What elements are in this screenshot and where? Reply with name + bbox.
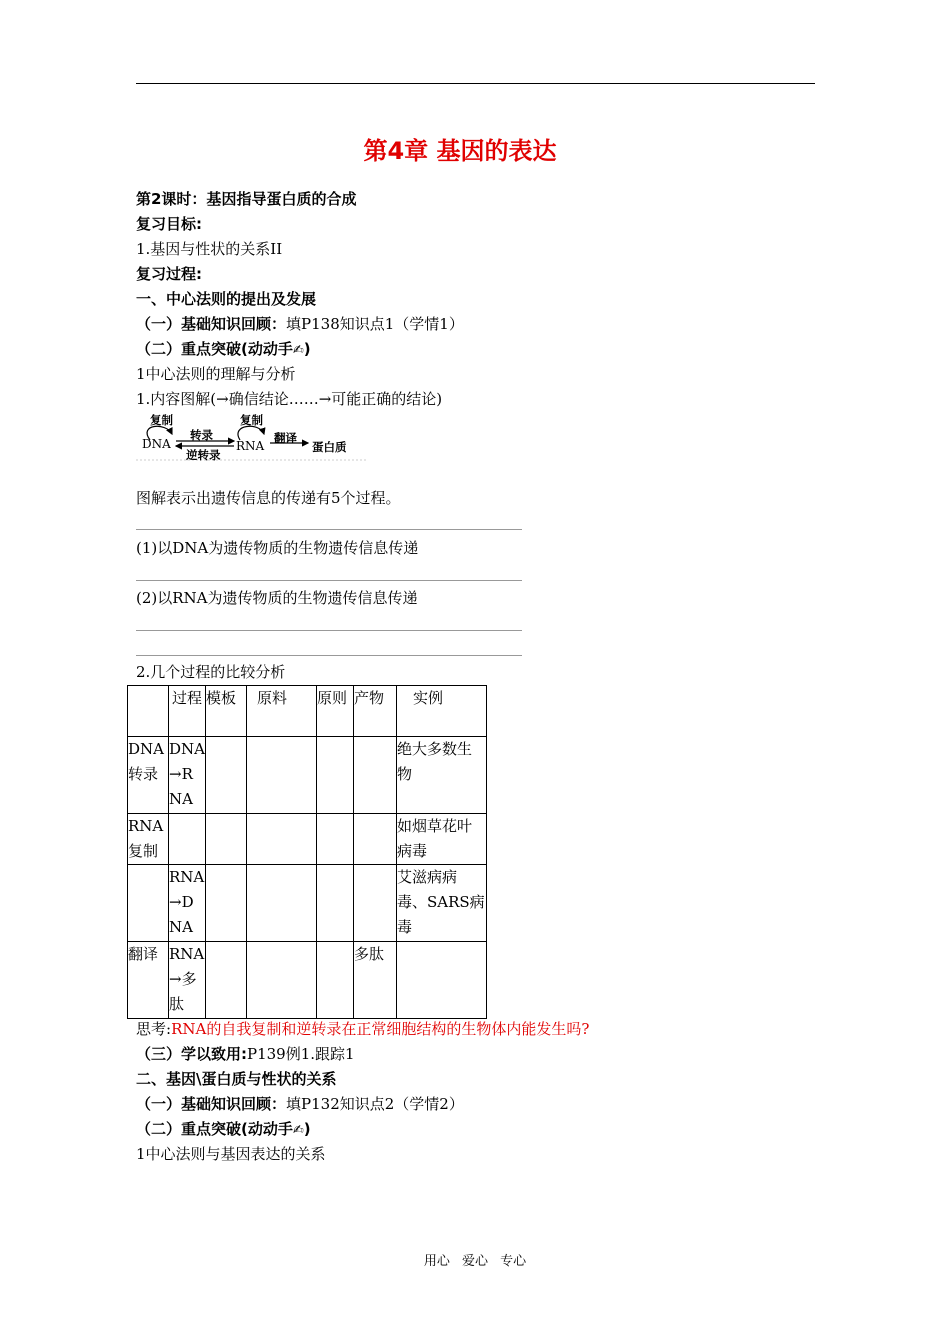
table-header-cell: 原则 xyxy=(317,686,354,737)
page-title: 第4章 基因的表达 xyxy=(363,137,557,165)
section-1-3-text: P139例1.跟踪1 xyxy=(247,1045,355,1063)
table-header-cell: 过程 xyxy=(169,686,206,737)
table-cell[interactable] xyxy=(247,814,317,865)
hand-icon: ✍ xyxy=(292,1123,304,1138)
label-protein: 蛋白质 xyxy=(312,440,347,454)
item-2: 2.几个过程的比较分析 xyxy=(136,663,286,681)
label-reverse: 逆转录 xyxy=(186,448,221,462)
table-cell[interactable] xyxy=(317,865,354,942)
table-cell: 如烟草花叶病毒 xyxy=(397,814,487,865)
table-cell: 艾滋病病毒、SARS病毒 xyxy=(397,865,487,942)
label-translate: 翻译 xyxy=(274,431,297,445)
section-1-3 xyxy=(136,1042,355,1067)
item-3: 1中心法则与基因表达的关系 xyxy=(136,1145,326,1163)
answer-line[interactable] xyxy=(136,655,522,656)
table-cell[interactable] xyxy=(206,814,247,865)
section-1-2-label: （二）重点突破(动动手 xyxy=(136,340,293,358)
section-2-heading: 二、基因\蛋白质与性状的关系 xyxy=(136,1070,337,1088)
hand-icon: ✍ xyxy=(292,343,304,358)
table-cell[interactable] xyxy=(206,942,247,1019)
think-label: 思考: xyxy=(136,1020,172,1038)
section-2-2-label: （二）重点突破(动动手 xyxy=(136,1120,293,1138)
table-row xyxy=(128,814,487,865)
table-cell: 绝大多数生物 xyxy=(397,737,487,814)
question-1: (1)以DNA为遗传物质的生物遗传信息传递 xyxy=(136,539,419,557)
label-transcribe: 转录 xyxy=(190,428,213,442)
table-header-cell: 实例 xyxy=(397,686,487,737)
table-header-cell: 产物 xyxy=(354,686,397,737)
item-1: 1中心法则的理解与分析 xyxy=(136,365,296,383)
table-row xyxy=(128,865,487,942)
answer-line[interactable] xyxy=(136,529,522,530)
diagram-note: 图解表示出遗传信息的传递有5个过程。 xyxy=(136,489,401,507)
section-1-2 xyxy=(136,337,311,363)
table-cell: DNA转录 xyxy=(128,737,169,814)
table-header-row xyxy=(128,686,487,737)
label-copy-right: 复制 xyxy=(240,413,263,427)
goal-item: 1.基因与性状的关系II xyxy=(136,240,283,258)
goal-heading: 复习目标: xyxy=(136,215,202,233)
label-rna: RNA xyxy=(236,439,265,453)
label-copy-left: 复制 xyxy=(150,413,173,427)
section-1-heading: 一、中心法则的提出及发展 xyxy=(136,290,317,308)
table-cell[interactable] xyxy=(317,814,354,865)
table-cell: RNA复制 xyxy=(128,814,169,865)
section-1-1-label: （一）基础知识回顾： xyxy=(136,315,287,333)
comparison-table xyxy=(127,685,487,1019)
table-cell[interactable] xyxy=(206,737,247,814)
section-2-1-label: （一）基础知识回顾： xyxy=(136,1095,287,1113)
table-cell[interactable] xyxy=(354,814,397,865)
table-row xyxy=(128,737,487,814)
answer-line[interactable] xyxy=(136,630,522,631)
table-header-cell: 原料 xyxy=(247,686,317,737)
section-1-2-end: ) xyxy=(303,340,311,358)
section-1-1 xyxy=(136,312,464,337)
table-cell[interactable] xyxy=(317,942,354,1019)
table-cell: RNA→多肽 xyxy=(169,942,206,1019)
table-cell: 翻译 xyxy=(128,942,169,1019)
item-1-1: 1.内容图解(→确信结论……→可能正确的结论) xyxy=(136,390,443,408)
think-text: RNA的自我复制和逆转录在正常细胞结构的生物体内能发生吗? xyxy=(171,1020,590,1038)
lesson-title: 第2课时：基因指导蛋白质的合成 xyxy=(136,190,357,208)
page-footer: 用心 爱心 专心 xyxy=(423,1254,527,1269)
process-heading: 复习过程: xyxy=(136,265,202,283)
section-2-2 xyxy=(136,1117,311,1143)
section-2-1-text: 填P132知识点2（学情2） xyxy=(286,1095,464,1113)
table-header-cell xyxy=(128,686,169,737)
table-cell[interactable] xyxy=(397,942,487,1019)
table-cell[interactable] xyxy=(128,865,169,942)
label-dna: DNA xyxy=(142,437,171,451)
table-row xyxy=(128,942,487,1019)
table-cell: DNA→RNA xyxy=(169,737,206,814)
header-rule xyxy=(136,83,815,84)
section-2-2-end: ) xyxy=(303,1120,311,1138)
think-question xyxy=(136,1017,589,1042)
table-cell[interactable] xyxy=(169,814,206,865)
table-cell[interactable] xyxy=(354,737,397,814)
question-2: (2)以RNA为遗传物质的生物遗传信息传递 xyxy=(136,589,418,607)
answer-line[interactable] xyxy=(136,580,522,581)
table-cell[interactable] xyxy=(206,865,247,942)
section-1-3-label: （三）学以致用: xyxy=(136,1045,247,1063)
table-cell[interactable] xyxy=(317,737,354,814)
central-dogma-diagram xyxy=(136,412,366,462)
table-cell[interactable] xyxy=(354,865,397,942)
section-2-1 xyxy=(136,1092,464,1117)
table-cell: RNA→DNA xyxy=(169,865,206,942)
table-cell[interactable] xyxy=(247,737,317,814)
table-cell: 多肽 xyxy=(354,942,397,1019)
table-cell[interactable] xyxy=(247,942,317,1019)
table-header-cell: 模板 xyxy=(206,686,247,737)
table-cell[interactable] xyxy=(247,865,317,942)
section-1-1-text: 填P138知识点1（学情1） xyxy=(286,315,464,333)
